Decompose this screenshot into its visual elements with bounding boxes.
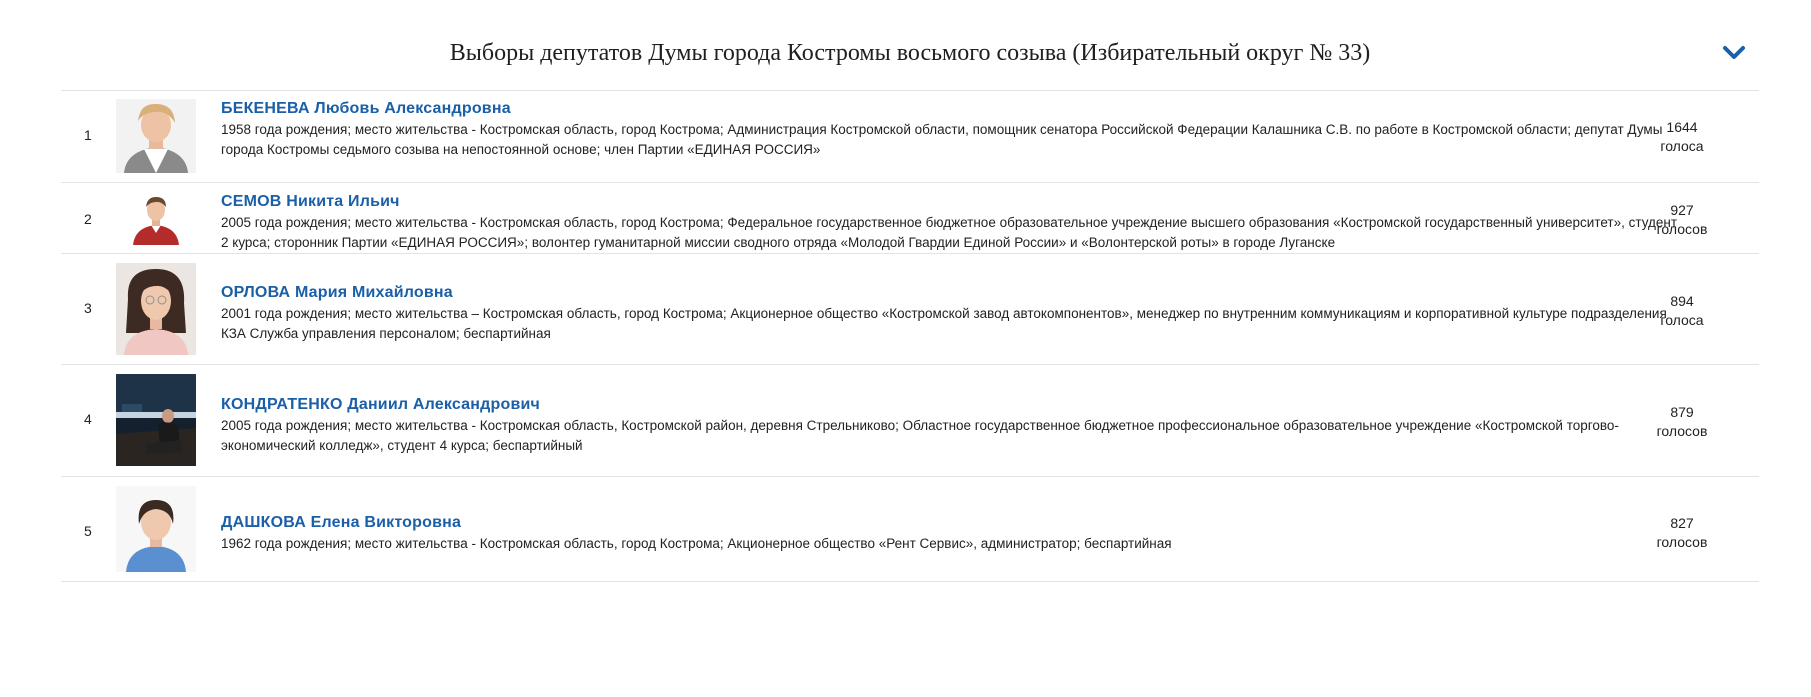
candidate-row <box>61 477 1759 582</box>
votes-count: 879 <box>1670 404 1694 420</box>
chevron-down-icon <box>1722 45 1746 61</box>
candidate-photo <box>116 374 196 466</box>
candidate-info <box>221 395 1681 456</box>
candidate-description: 2001 года рождения; место жительства – Костромская область, город Кострома; Акционерное общество «Костромской завод автокомпонентов», менеджер по внутренним коммуникациям и корпоративной культуре подразделения КЗА Служба управления персоналом; беспартийная <box>221 306 1667 341</box>
candidate-photo <box>116 263 196 355</box>
candidate-row <box>61 254 1759 365</box>
votes-label: голоса <box>1660 138 1704 154</box>
panel-header <box>61 28 1759 91</box>
collapse-toggle-button[interactable] <box>1719 38 1749 68</box>
votes-label: голоса <box>1660 312 1704 328</box>
candidate-name-link[interactable]: ДАШКОВА Елена Викторовна <box>221 514 462 531</box>
votes-label: голосов <box>1656 423 1708 439</box>
page-title: Выборы депутатов Думы города Костромы восьмого созыва (Избирательный округ № 33) <box>449 40 1371 66</box>
votes-count: 894 <box>1670 293 1694 309</box>
votes-label: голосов <box>1656 534 1708 550</box>
votes-label: голосов <box>1656 221 1708 237</box>
candidate-row <box>61 90 1759 183</box>
candidate-name-link[interactable]: СЕМОВ Никита Ильич <box>221 193 400 210</box>
candidate-photo <box>129 193 183 245</box>
candidate-info <box>221 192 1681 253</box>
candidate-number: 5 <box>84 523 92 539</box>
candidate-number: 3 <box>84 300 92 316</box>
candidate-votes <box>1627 403 1737 441</box>
candidate-number: 2 <box>84 211 92 227</box>
candidate-photo <box>116 486 196 572</box>
candidate-votes <box>1627 292 1737 330</box>
candidate-number: 1 <box>84 127 92 143</box>
candidate-row <box>61 365 1759 477</box>
candidate-votes <box>1627 118 1737 156</box>
candidate-description: 2005 года рождения; место жительства - Костромская область, город Кострома; Федеральное государственное бюджетное образовательное учреждение высшего образования «Костромской государственный университет», студент 2 курса; сторонник Партии «ЕДИНАЯ РОССИЯ»; волонтер гуманитарной миссии сводного отряда «Молодой Гвардии Единой России» и «Волонтерской роты» в городе Луганске <box>221 215 1678 250</box>
candidate-votes <box>1627 514 1737 552</box>
votes-count: 927 <box>1670 202 1694 218</box>
candidate-info <box>221 99 1681 160</box>
candidate-row <box>61 183 1759 254</box>
candidate-photo <box>116 99 196 173</box>
candidate-name-link[interactable]: БЕКЕНЕВА Любовь Александровна <box>221 100 511 117</box>
votes-count: 827 <box>1670 515 1694 531</box>
candidate-votes <box>1627 201 1737 239</box>
candidate-list <box>61 90 1759 582</box>
candidate-description: 1958 года рождения; место жительства - Костромская область, город Кострома; Администрация Костромской области, помощник сенатора Российской Федерации Калашника С.В. по работе в Костромской области; депутат Думы города Костромы седьмого созыва на непостоянной основе; член Партии «ЕДИНАЯ РОССИЯ» <box>221 122 1663 157</box>
candidate-description: 2005 года рождения; место жительства - Костромская область, Костромской район, деревня Стрельниково; Областное государственное бюджетное профессиональное образовательное учреждение «Костромской торгово-экономический колледж», студент 4 курса; беспартийный <box>221 418 1619 453</box>
candidate-name-link[interactable]: ОРЛОВА Мария Михайловна <box>221 284 453 301</box>
candidate-description: 1962 года рождения; место жительства - Костромская область, город Кострома; Акционерное общество «Рент Сервис», администратор; беспартийная <box>221 536 1172 551</box>
votes-count: 1644 <box>1666 119 1698 135</box>
candidate-number: 4 <box>84 411 92 427</box>
candidate-name-link[interactable]: КОНДРАТЕНКО Даниил Александрович <box>221 396 541 413</box>
candidate-info <box>221 513 1681 554</box>
candidate-info <box>221 283 1681 344</box>
